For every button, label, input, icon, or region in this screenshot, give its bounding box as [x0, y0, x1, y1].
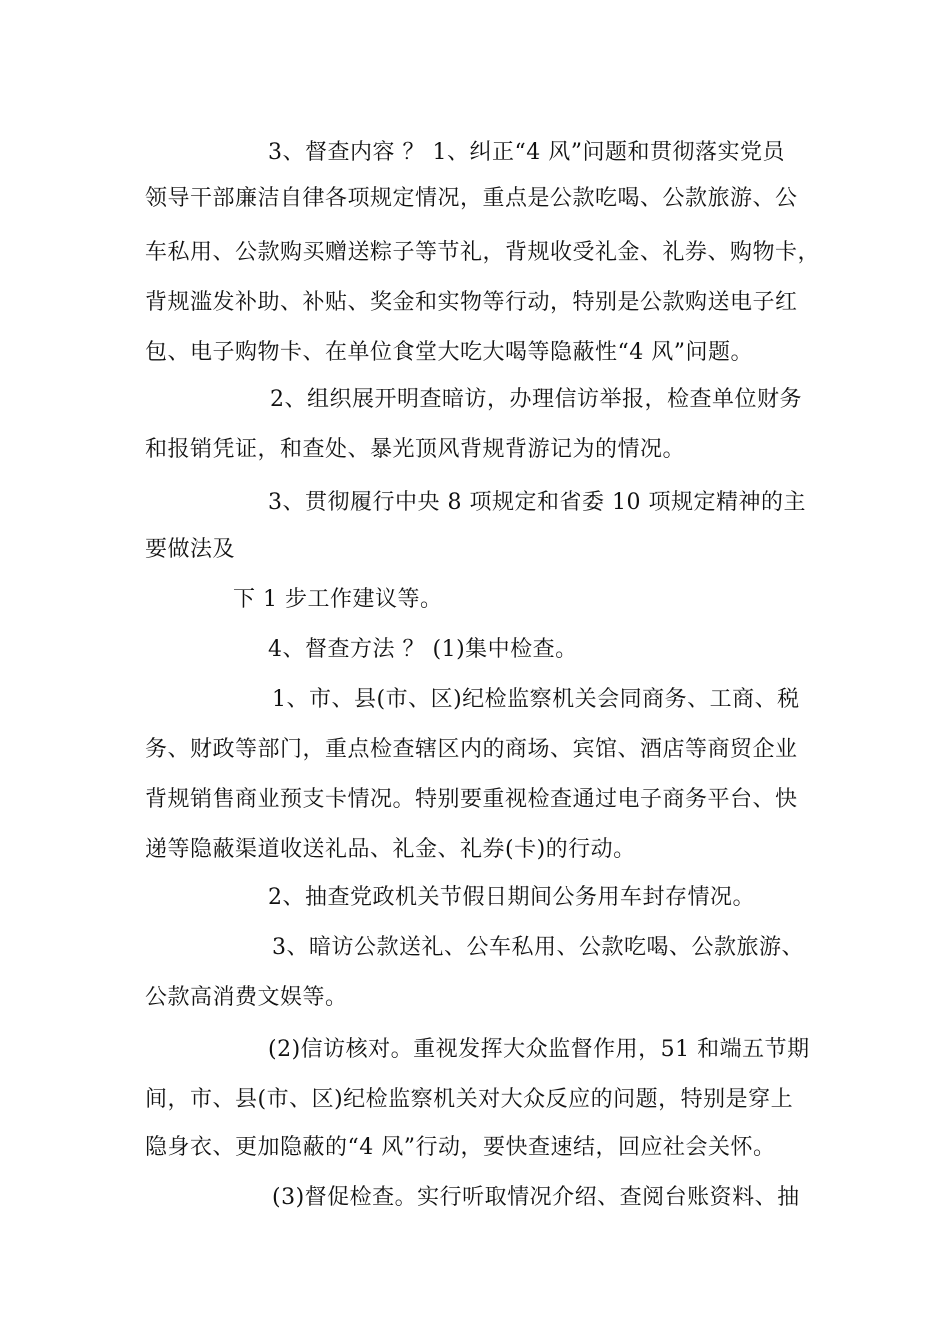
text-line: 3、督查内容 ？ 1、纠正“4 风”问题和贯彻落实党员: [268, 140, 785, 165]
text-line: 背规滥发补助、补贴、奖金和实物等行动，特别是公款购送电子红: [145, 290, 798, 315]
text-line: 1、市、县(市、区)纪检监察机关会同商务、工商、税: [272, 687, 800, 712]
text-line: 车私用、公款购买赠送粽子等节礼，背规收受礼金、礼券、购物卡，: [145, 240, 821, 265]
text-line: 2、抽查党政机关节假日期间公务用车封存情况。: [268, 885, 755, 910]
text-line: 要做法及: [145, 537, 236, 562]
text-line: 和报销凭证，和查处、暴光顶风背规背游记为的情况。: [145, 437, 686, 462]
text-line: (2)信访核对。重视发挥大众监督作用，51 和端五节期: [268, 1037, 810, 1062]
text-line: 背规销售商业预支卡情况。特别要重视检查通过电子商务平台、快: [145, 787, 798, 812]
text-line: 3、暗访公款送礼、公车私用、公款吃喝、公款旅游、: [272, 935, 804, 960]
text-line: 3、贯彻履行中央 8 项规定和省委 10 项规定精神的主: [268, 490, 806, 515]
text-line: 包、电子购物卡、在单位食堂大吃大喝等隐蔽性“4 风”问题。: [145, 340, 753, 365]
text-line: 领导干部廉洁自律各项规定情况，重点是公款吃喝、公款旅游、公: [145, 186, 798, 211]
text-line: 4、督查方法 ？ (1)集中检查。: [268, 637, 578, 662]
text-line: 递等隐蔽渠道收送礼品、礼金、礼券(卡)的行动。: [145, 837, 636, 862]
text-line: 隐身衣、更加隐蔽的“4 风”行动，要快查速结，回应社会关怀。: [145, 1135, 776, 1160]
text-line: (3)督促检查。实行听取情况介绍、查阅台账资料、抽: [272, 1185, 800, 1210]
text-line: 务、财政等部门，重点检查辖区内的商场、宾馆、酒店等商贸企业: [145, 737, 798, 762]
text-line: 2、组织展开明查暗访，办理信访举报，检查单位财务: [270, 387, 802, 412]
text-line: 间，市、县(市、区)纪检监察机关对大众反应的问题，特别是穿上: [145, 1087, 794, 1112]
text-line: 下 1 步工作建议等。: [233, 587, 443, 612]
text-line: 公款高消费文娱等。: [145, 985, 348, 1010]
